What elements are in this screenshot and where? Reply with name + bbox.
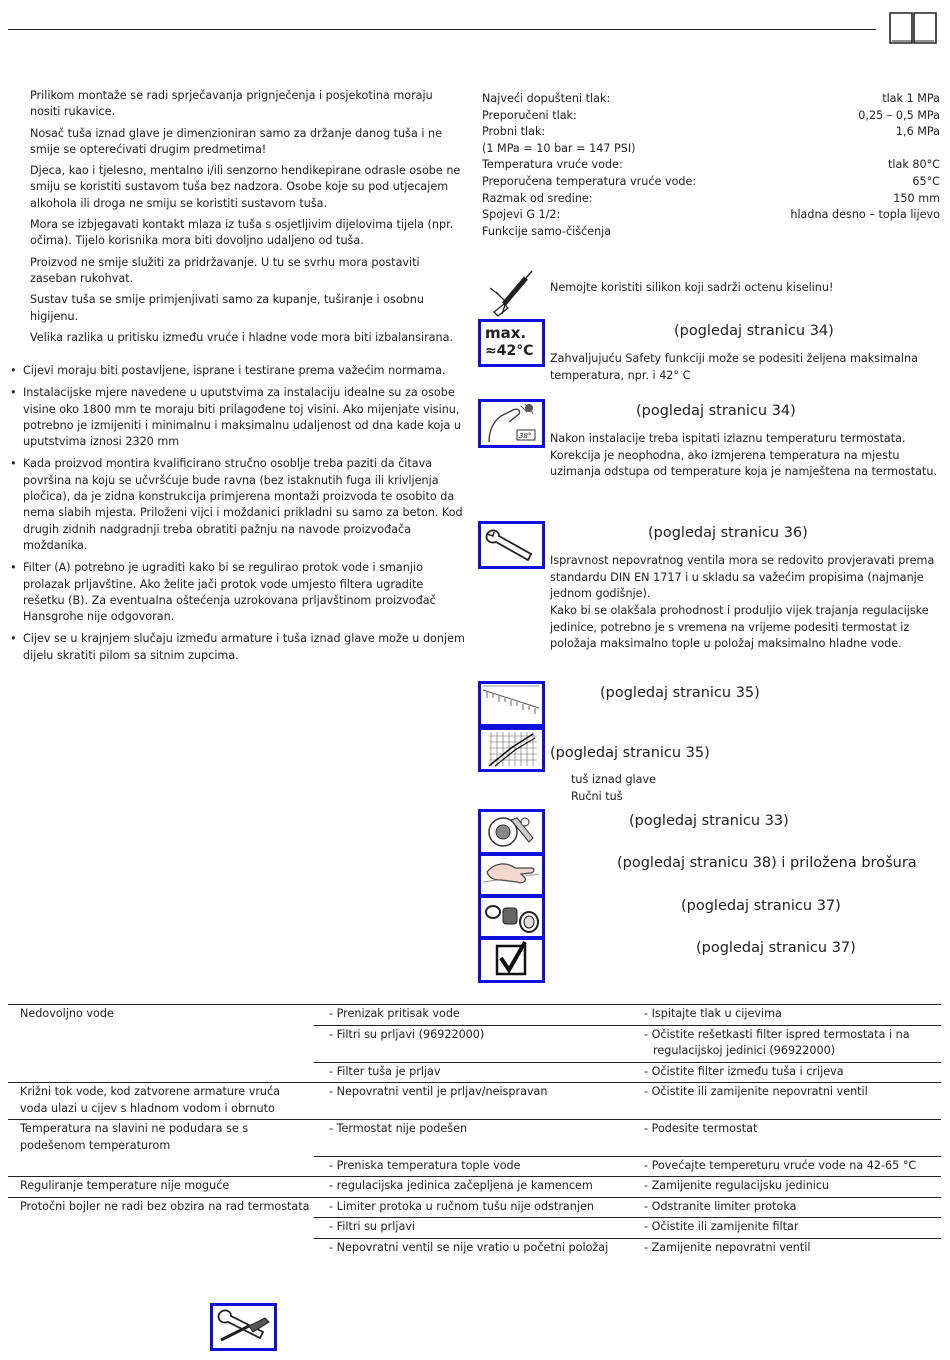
cause-text: - Filtri su prljavi (96922000) — [329, 1027, 485, 1041]
safety-function-text: Zahvaljujuću Safety funkciji može se podesiti željena maksimalna temperatura, npr. i 42° C — [550, 352, 918, 382]
spec-row — [482, 191, 940, 208]
troubleshooting-row — [8, 1218, 941, 1239]
spec-row — [482, 124, 940, 141]
safety-note: Velika razlika u pritisku između vruće i hladne vode mora biti izbalansirana. — [30, 330, 454, 344]
wrench-icon — [481, 524, 541, 565]
max-label: max. — [485, 324, 527, 342]
fix-text: - Očistite ili zamijenite nepovratni ventil — [644, 1085, 868, 1098]
spec-row — [482, 174, 940, 191]
cause-cell — [314, 1025, 629, 1062]
fix-cell — [629, 1062, 941, 1083]
spec-label: Probni tlak: — [482, 125, 546, 139]
troubleshooting-row — [8, 1062, 941, 1083]
cause-cell — [314, 1005, 629, 1026]
page-reference: (pogledaj stranicu 34) — [636, 403, 796, 419]
wrench-screwdriver-icon — [213, 1306, 273, 1347]
safety-note: Mora se izbjegavati kontakt mlaza iz tuša s osjetljivim dijelovima tijela (npr. očima). Tijelo korisnika mora biti dovoljno udaljeno od tuša. — [30, 218, 454, 248]
test-mark-icon — [478, 937, 545, 983]
maintenance-text-2: Kako bi se olakšala prohodnost i produljio vijek trajanja regulacijske jedinice, potrebno je s vremena na vrijeme podesiti termostat iz položaja maksimalno tople u položaj maksimalno hladne vode. — [550, 604, 929, 651]
spec-label: Razmak od sredine: — [482, 191, 593, 205]
pressure-test-icon — [478, 809, 545, 855]
temperature-adjust-icon — [478, 399, 545, 448]
cause-text: - Limiter protoka u ručnom tušu nije odstranjen — [329, 1199, 594, 1213]
troubleshooting-row — [8, 1025, 941, 1062]
troubleshooting-row — [8, 1083, 941, 1120]
spec-value: 150 mm — [893, 191, 940, 205]
install-note: • Cijevi moraju biti postavljene, isprane i testirane prema važećim normama. — [8, 363, 468, 379]
flow-item: Ručni tuš — [571, 789, 623, 803]
fault-cell: Protočni bojler ne radi bez obzira na rad termostata — [8, 1197, 314, 1218]
troubleshooting-row — [8, 1005, 941, 1026]
fix-cell — [629, 1083, 941, 1120]
fault-cell: Reguliranje temperature nije moguće — [8, 1177, 314, 1198]
fix-cell — [629, 1218, 941, 1239]
fix-cell — [629, 1005, 941, 1026]
fix-text: - Ispitajte tlak u cijevima — [644, 1007, 782, 1020]
fault-cell — [8, 1238, 314, 1258]
spec-label: Preporučena temperatura vruće vode: — [482, 174, 697, 188]
cause-text: - Filtri su prljavi — [329, 1220, 416, 1233]
page-reference: (pogledaj stranicu 34) — [674, 323, 834, 339]
test-plug-icon — [481, 812, 541, 851]
cleaning-icon — [478, 853, 545, 897]
safety-note: Nosač tuša iznad glave je dimenzioniran samo za držanje danog tuša i ne smije se opterećivati drugim predmetima! — [30, 126, 443, 156]
installation-notes — [8, 363, 468, 670]
flow-item: tuš iznad glave — [571, 773, 657, 786]
page-reference: (pogledaj stranicu 36) — [648, 525, 808, 541]
spec-value: tlak 80°C — [887, 158, 940, 172]
safety-notes — [30, 88, 462, 351]
cause-cell — [314, 1238, 629, 1258]
cause-text: - Nepovratni ventil je prljav/neispravan — [329, 1085, 548, 1098]
page-reference: (pogledaj stranicu 38) i priložena brošura — [617, 855, 917, 871]
fault-cell — [8, 1062, 314, 1083]
fault-cell: Nedovoljno vode — [8, 1005, 314, 1026]
fault-cell: Križni tok vode, kod zatvorene armature vruća voda ulazi u cijev s hladnom vodom i obrnuto — [8, 1083, 314, 1120]
cause-cell — [314, 1156, 629, 1177]
cause-text: - Prenizak pritisak vode — [329, 1007, 460, 1020]
install-note: • Instalacijske mjere navedene u uputstvima za instalaciju idealne su za osobe visine oko 1800 mm te moraju biti prilagođene toj visini. Ako mijenjate visinu, potrebno je izmijeniti i minimalnu i maksimalnu udaljenost od dna kade koja u uputstvima iznosi 2320 mm — [8, 385, 468, 450]
book-icon — [888, 9, 938, 45]
flow-list — [571, 772, 656, 805]
spec-row — [482, 157, 940, 174]
tools-icon — [210, 1303, 277, 1351]
dimensions-icon — [478, 681, 545, 727]
troubleshooting-row — [8, 1156, 941, 1177]
spec-label: Preporučeni tlak: — [482, 108, 577, 122]
technical-data — [482, 91, 940, 240]
spare-parts-icon — [478, 895, 545, 939]
troubleshooting-row — [8, 1238, 941, 1258]
troubleshooting-row — [8, 1120, 941, 1157]
header-rule — [8, 29, 876, 30]
fix-text: - Očistite ili zamijenite filtar — [644, 1220, 799, 1233]
maintenance-text: Ispravnost nepovratnog ventila mora se redovito provjeravati prema standardu DIN EN 1717 i u skladu sa važećim propisima (najmanje jednom godišnje). — [550, 554, 935, 601]
checkbox-check-icon — [481, 940, 541, 979]
page-reference: (pogledaj stranicu 35) — [600, 685, 760, 701]
fault-cell — [8, 1156, 314, 1177]
fix-text: - Zamijenite nepovratni ventil — [644, 1240, 811, 1254]
parts-rings-icon — [481, 898, 541, 935]
cause-text: - Filter tuša je prljav — [329, 1064, 441, 1078]
spec-label: Funkcije samo-čišćenja — [482, 224, 612, 238]
spec-label: Temperatura vruće vode: — [482, 158, 623, 172]
max-temp-label: ≈42°C — [485, 343, 534, 359]
cause-cell — [314, 1120, 629, 1157]
spec-row — [482, 91, 940, 108]
cause-cell — [314, 1218, 629, 1239]
spec-value: 0,25 – 0,5 MPa — [858, 108, 940, 122]
fix-text: - Očistite rešetkasti filter ispred termostata i na regulacijskoj jedinici (96922000) — [644, 1027, 910, 1057]
page-reference: (pogledaj stranicu 37) — [696, 940, 856, 956]
cause-cell — [314, 1177, 629, 1198]
troubleshooting-row — [8, 1197, 941, 1218]
fix-cell — [629, 1120, 941, 1157]
ruler-icon — [481, 684, 541, 723]
hand-thermometer-icon — [481, 402, 541, 444]
fix-cell — [629, 1197, 941, 1218]
fault-cell — [8, 1218, 314, 1239]
fix-text: - Podesite termostat — [644, 1122, 758, 1135]
fix-cell — [629, 1238, 941, 1258]
cause-text: - Preniska temperatura tople vode — [329, 1158, 521, 1172]
cause-text: - Nepovratni ventil se nije vratio u početni položaj — [329, 1240, 609, 1254]
spec-value: 65°C — [912, 174, 940, 188]
troubleshooting-row — [8, 1177, 941, 1198]
cause-cell — [314, 1083, 629, 1120]
spec-value: hladna desno – topla lijevo — [790, 208, 940, 222]
cause-text: - regulacijska jedinica začepljena je kamencem — [329, 1179, 593, 1192]
safety-note: Prilikom montaže se radi sprječavanja prignječenja i posjekotina moraju nositi rukavice. — [30, 89, 433, 119]
fix-text: - Zamijenite regulacijsku jedinicu — [644, 1179, 830, 1192]
page-reference: (pogledaj stranicu 37) — [681, 898, 841, 914]
spec-label: (1 MPa = 10 bar = 147 PSI) — [482, 141, 636, 155]
adjustment-text: Nakon instalacije treba ispitati izlaznu temperaturu termostata. Korekcija je neophodna, ako izmjerena temperatura na mjestu uzimanja odstupa od temperature koja je namještena na termostatu. — [550, 432, 938, 479]
safety-note: Proizvod ne smije služiti za pridržavanje. U tu se svrhu mora postaviti zaseban rukohvat. — [30, 255, 420, 285]
silicone-note: Nemojte koristiti silikon koji sadrži octenu kiselinu! — [550, 281, 834, 294]
spec-label: Spojevi G 1/2: — [482, 208, 561, 222]
fix-cell — [629, 1177, 941, 1198]
fault-cell — [8, 1025, 314, 1062]
fix-cell — [629, 1156, 941, 1177]
graph-grid-icon — [481, 730, 541, 768]
spec-value: 1,6 MPa — [895, 125, 940, 139]
install-note: • Cijev se u krajnjem slučaju između armature i tuša iznad glave može u donjem dijelu skratiti pilom sa sitnim zupcima. — [8, 631, 468, 664]
cause-cell — [314, 1062, 629, 1083]
hand-wipe-icon — [481, 856, 541, 893]
maintenance-icon — [478, 521, 545, 569]
install-note: • Kada proizvod montira kvalificirano stručno osoblje treba paziti da čitava površina na koju se učvršćuje bude ravna (bez istaknutih fuga ili krivljenja pločica), da je zidna konstrukcija primjerena montaži proizvoda te osobito da nema slabih mjesta. Priloženi vijci i moždanici prikladni su samo za beton. Kod drugih zidnih nadgradnji treba obratiti pažnju na navode proizvođača moždanika. — [8, 456, 468, 554]
cause-text: - Termostat nije podešen — [329, 1122, 468, 1135]
safety-note: Djeca, kao i tjelesno, mentalno i/ili senzorno hendikepirane odrasle osobe ne smiju se koristiti sustavom tuša bez nadzora. Osobe koje su pod utjecajem alkohola ili droga ne smiju se koristiti sustavom tuša. — [30, 164, 461, 210]
fault-cell: Temperatura na slavini ne podudara se s podešenom temperaturom — [8, 1120, 314, 1157]
cause-cell — [314, 1197, 629, 1218]
flow-diagram-icon — [478, 727, 545, 772]
fix-text: - Povećajte tempereturu vruće vode na 42-65 °C — [644, 1158, 917, 1172]
fix-text: - Odstranite limiter protoka — [644, 1199, 797, 1213]
troubleshooting-table — [8, 1004, 941, 1258]
install-note: • Filter (A) potrebno je ugraditi kako bi se regulirao protok vode i smanjio prolazak prljavštine. Ako želite jači protok vode umjesto filtera ugradite rešetku (B). Za eventualna oštećenja uzrokovana prljavštinom proizvođač Hansgrohe nije odgovoran. — [8, 560, 468, 625]
thermometer-reading: 38° — [519, 432, 532, 440]
silicone-gun-icon — [484, 268, 534, 320]
page-reference: (pogledaj stranicu 33) — [629, 813, 789, 829]
spec-value: tlak 1 MPa — [882, 92, 940, 105]
spec-row — [482, 224, 940, 241]
fix-cell — [629, 1025, 941, 1062]
page-reference: (pogledaj stranicu 35) — [550, 745, 710, 761]
spec-row — [482, 108, 940, 125]
spec-row — [482, 141, 940, 158]
spec-row — [482, 207, 940, 224]
max-temperature-icon — [478, 319, 545, 367]
spec-label: Najveći dopušteni tlak: — [482, 92, 611, 105]
fix-text: - Očistite filter između tuša i crijeva — [644, 1064, 844, 1078]
safety-note: Sustav tuša se smije primjenjivati samo za kupanje, tuširanje i osobnu higijenu. — [30, 293, 424, 323]
